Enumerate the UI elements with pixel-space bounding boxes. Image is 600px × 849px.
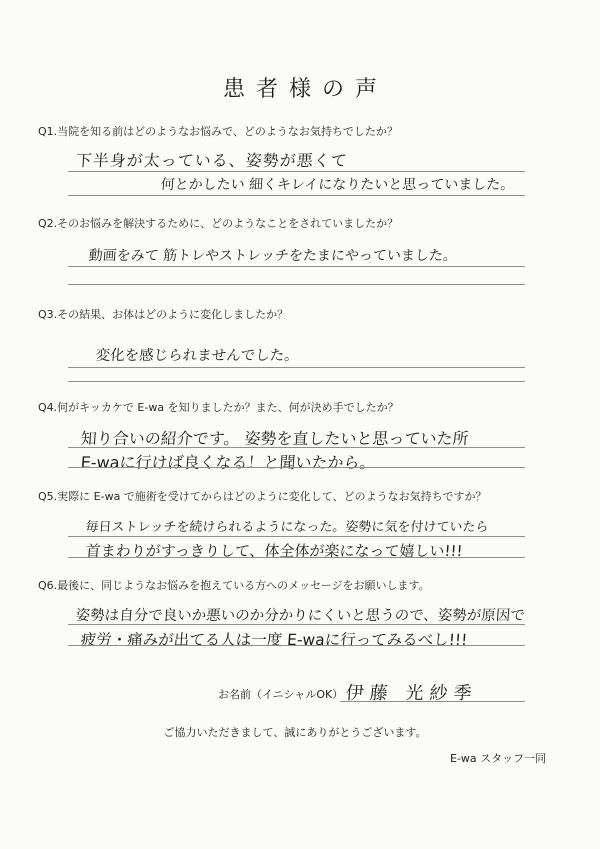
answer-4-line-2: E-waに行けば良くなる！と聞いたから。 <box>80 453 377 472</box>
name-label: お名前（イニシャルOK） <box>218 688 344 701</box>
answer-4-line-1: 知り合いの紹介です。 姿勢を直したいと思っていた所 <box>80 429 470 448</box>
ruled-line <box>68 171 525 172</box>
answer-6-line-1: 姿勢は自分で良いか悪いのか分かりにくいと思うので、姿勢が原因で <box>75 608 526 624</box>
ruled-line <box>68 381 525 382</box>
question-4-label: Q4.何がキッカケで E-wa を知りましたか？また、何が決め手でしたか？ <box>38 401 399 414</box>
answer-5-line-1: 毎日ストレッチを続けられるようになった。姿勢に気を付けていたら <box>85 520 489 535</box>
answer-1-line-1: 下半身が太っている、姿勢が悪くて <box>75 151 349 170</box>
answer-1-line-2: 何とかしたい 細くキレイになりたいと思っていました。 <box>160 177 515 193</box>
ruled-line <box>68 645 525 646</box>
ruled-line <box>68 367 525 368</box>
answer-2-line-1: 動画をみて 筋トレやストレッチをたまにやっていました。 <box>88 248 458 264</box>
question-6-label: Q6.最後に、同じようなお悩みを抱えている方へのメッセージをお願いします。 <box>38 579 430 592</box>
name-underline <box>340 701 525 702</box>
ruled-line <box>68 624 525 625</box>
answer-6-line-2: 疲労・痛みが出てる人は一度 E-waに行ってみるべし!!! <box>80 631 468 649</box>
staff-signature: E-wa スタッフ一同 <box>450 752 547 765</box>
answer-5-line-2: 首まわりがすっきりして、体全体が楽になって嬉しい!!! <box>85 542 464 560</box>
ruled-line <box>68 195 525 196</box>
ruled-line <box>68 284 525 285</box>
name-value: 伊藤 光紗季 <box>345 683 479 704</box>
question-3-label: Q3.その結果、お体はどのように変化しましたか？ <box>38 308 289 321</box>
page-title: 患者様の声 <box>222 77 388 102</box>
answer-3-line-1: 変化を感じられませんでした。 <box>95 348 300 364</box>
thanks-message: ご協力いただきまして、誠にありがとうございます。 <box>163 726 427 739</box>
question-5-label: Q5.実際に E-wa で施術を受けてからはどのように変化して、どのようなお気持ちですか？ <box>38 490 487 503</box>
ruled-line <box>68 557 525 558</box>
ruled-line <box>68 467 525 468</box>
ruled-line <box>68 447 525 448</box>
question-1-label: Q1.当院を知る前はどのようなお悩みで、どのようなお気持ちでしたか？ <box>38 125 398 138</box>
ruled-line <box>68 266 525 267</box>
question-2-label: Q2.そのお悩みを解決するために、どのようなことをされていましたか？ <box>38 217 399 230</box>
ruled-line <box>68 536 525 537</box>
